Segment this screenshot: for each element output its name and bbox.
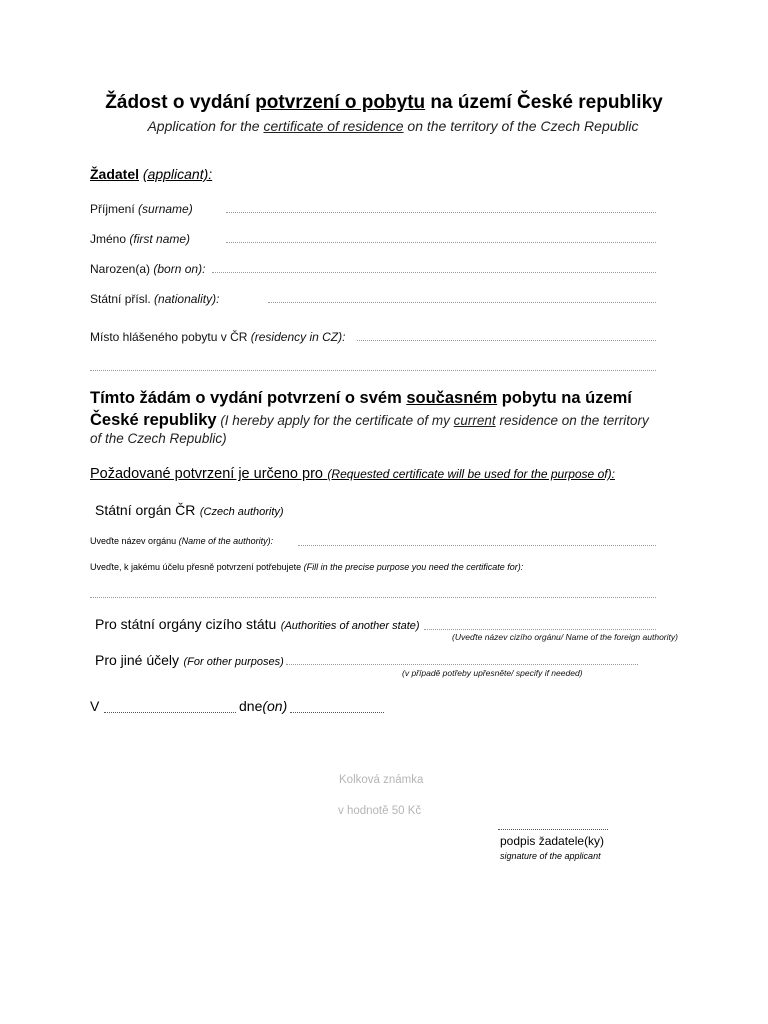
czech-authority-label-en: (Czech authority) [199,506,284,518]
date-field[interactable] [290,712,384,713]
foreign-authority-label-en: (Authorities of another state) [280,620,420,632]
date-label [239,698,287,714]
first-name-label-cz: Jméno [90,232,127,246]
other-purpose-option[interactable] [95,652,284,670]
signature-field[interactable] [498,829,608,830]
subtitle-text-post: on the territory of the Czech Republic [403,118,639,134]
purpose-detail-label [90,562,523,572]
surname-field[interactable] [226,212,656,213]
born-on-field[interactable] [212,272,656,273]
form-title [0,92,768,114]
residency-label-cz: Místo hlášeného pobytu v ČR [90,330,248,344]
czech-authority-label: Státní orgán ČR [95,502,196,518]
applicant-heading-en: (applicant): [142,166,213,182]
first-name-field[interactable] [226,242,656,243]
czech-authority-option[interactable] [95,502,284,520]
other-purpose-label-en: (For other purposes) [183,656,284,668]
form-subtitle [0,118,768,134]
title-text-pre: Žádost o vydání [105,92,256,113]
request-line-2-bold: České republiky [90,411,217,429]
purpose-detail-field[interactable] [90,597,656,598]
purpose-detail-label-en: (Fill in the precise purpose you need the certificate for): [303,562,524,572]
signature-label-en: signature of the applicant [500,851,601,861]
purpose-detail-label-cz: Uveďte, k jakému účelu přesně potvrzení potřebujete [90,562,302,572]
other-purpose-label: Pro jiné účely [95,652,180,668]
request-line-3: of the Czech Republic) [90,431,227,446]
title-text-post: na území České republiky [425,92,663,113]
nationality-field[interactable] [268,302,656,303]
residency-field-line2[interactable] [90,370,656,371]
first-name-label-en: (first name) [129,232,191,246]
request-line-2-en-post: residence on the territory [495,413,649,428]
request-line-1 [90,389,632,408]
surname-label [90,202,193,216]
foreign-authority-option[interactable] [95,616,420,634]
signature-label: podpis žadatele(ky) [500,834,605,848]
purpose-heading-en: (Requested certificate will be used for the purpose of): [327,467,615,481]
request-line-2-en-pre: (I hereby apply for the certificate of my [216,413,454,428]
stamp-line-2: v hodnotě 50 Kč [338,805,422,817]
nationality-label-en: (nationality): [154,292,220,306]
applicant-heading [90,166,212,182]
authority-name-field[interactable] [298,545,656,546]
stamp-line-1: Kolková známka [339,774,424,786]
other-purpose-hint: (v případě potřeby upřesněte/ specify if needed) [402,668,583,678]
residency-label-en: (residency in CZ): [250,330,346,344]
request-line-1-post: pobytu na území [497,389,632,407]
place-label: V [90,698,100,714]
authority-name-label-cz: Uveďte název orgánu [90,536,177,546]
residency-field[interactable] [357,340,656,341]
nationality-label [90,292,219,306]
request-line-2 [90,411,649,430]
residency-label [90,330,345,344]
title-text-underlined: potvrzení o pobytu [255,92,426,113]
surname-label-cz: Příjmení [90,202,135,216]
born-on-label-en: (born on): [153,262,206,276]
subtitle-text-pre: Application for the [147,118,264,134]
purpose-heading-cz: Požadované potvrzení je určeno pro [90,466,323,482]
purpose-heading [90,465,615,483]
surname-label-en: (surname) [138,202,193,216]
request-line-2-en-underlined: current [453,413,496,428]
born-on-label [90,262,205,276]
authority-name-label-en: (Name of the authority): [178,536,274,546]
subtitle-text-underlined: certificate of residence [263,118,404,134]
first-name-label [90,232,190,246]
date-label-cz: dne [239,698,263,714]
other-purpose-field[interactable] [286,664,638,665]
born-on-label-cz: Narozen(a) [90,262,151,276]
foreign-authority-field[interactable] [424,629,656,630]
applicant-heading-cz: Žadatel [90,166,140,182]
foreign-authority-hint: (Uveďte název cizího orgánu/ Name of the foreign authority) [452,632,678,642]
request-line-1-underlined: současném [406,389,498,407]
nationality-label-cz: Státní přísl. [90,292,151,306]
date-label-en: (on) [262,698,288,714]
request-line-1-pre: Tímto žádám o vydání potvrzení o svém [90,389,407,407]
foreign-authority-label: Pro státní orgány cizího státu [95,616,277,632]
place-field[interactable] [104,712,236,713]
authority-name-label [90,536,273,546]
